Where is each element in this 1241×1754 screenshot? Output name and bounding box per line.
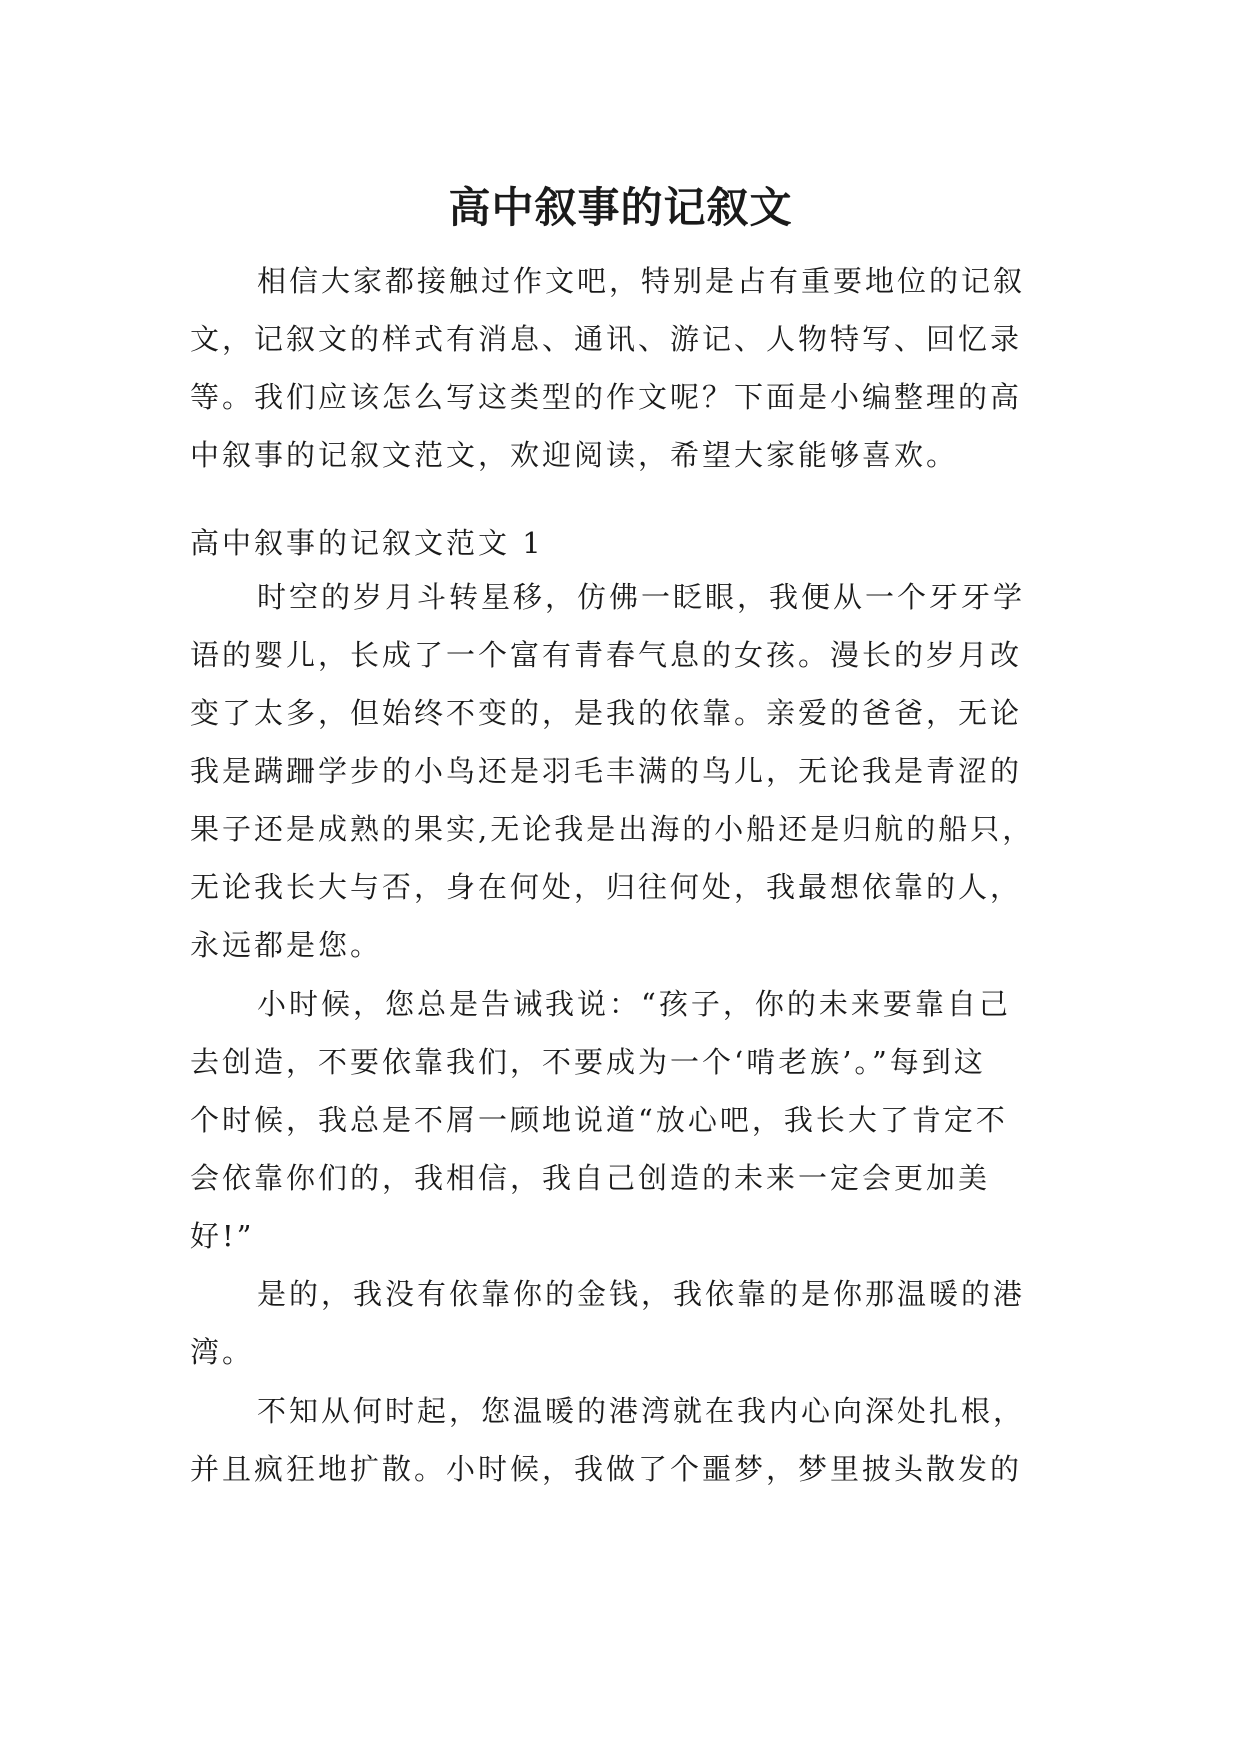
text-line: 去创造，不要依靠我们，不要成为一个‘啃老族’。”每到这	[190, 1045, 986, 1079]
section-heading-text: 高中叙事的记叙文范文 1	[190, 526, 544, 560]
intro-paragraph	[190, 252, 1060, 484]
text-line: 时空的岁月斗转星移，仿佛一眨眼，我便从一个牙牙学	[257, 580, 1026, 614]
text-line: 好!”	[190, 1219, 255, 1253]
text-line: 中叙事的记叙文范文，欢迎阅读，希望大家能够喜欢。	[190, 438, 959, 472]
text-line: 变了太多，但始终不变的，是我的依靠。亲爱的爸爸，无论	[190, 696, 1023, 730]
text-line: 不知从何时起，您温暖的港湾就在我内心向深处扎根，	[257, 1394, 1026, 1428]
text-line: 是的，我没有依靠你的金钱，我依靠的是你那温暖的港	[257, 1277, 1026, 1311]
paragraph	[190, 975, 1060, 1265]
section-heading	[190, 514, 1060, 572]
paragraph	[190, 1382, 1060, 1498]
text-line: 会依靠你们的，我相信，我自己创造的未来一定会更加美	[190, 1161, 991, 1195]
paragraph	[190, 1265, 1060, 1381]
text-line: 小时候，您总是告诫我说：“孩子，你的未来要靠自己	[257, 987, 1011, 1021]
text-line: 文，记叙文的样式有消息、通讯、游记、人物特写、回忆录	[190, 322, 1023, 356]
text-line: 语的婴儿，长成了一个富有青春气息的女孩。漫长的岁月改	[190, 638, 1023, 672]
text-line: 湾。	[190, 1335, 255, 1369]
text-line: 无论我长大与否，身在何处，归往何处，我最想依靠的人，	[190, 870, 1023, 904]
text-line: 并且疯狂地扩散。小时候，我做了个噩梦，梦里披头散发的	[190, 1452, 1023, 1486]
text-line: 果子还是成熟的果实,无论我是出海的小船还是归航的船只，	[190, 812, 1035, 846]
document-title: 高中叙事的记叙文	[448, 183, 793, 233]
text-line: 相信大家都接触过作文吧，特别是占有重要地位的记叙	[257, 264, 1026, 298]
text-line: 等。我们应该怎么写这类型的作文呢？下面是小编整理的高	[190, 380, 1023, 414]
text-line: 个时候，我总是不屑一顾地说道“放心吧，我长大了肯定不	[190, 1103, 1008, 1137]
text-line: 我是蹒跚学步的小鸟还是羽毛丰满的鸟儿，无论我是青涩的	[190, 754, 1023, 788]
text-line: 永远都是您。	[190, 928, 383, 962]
paragraph	[190, 568, 1060, 974]
